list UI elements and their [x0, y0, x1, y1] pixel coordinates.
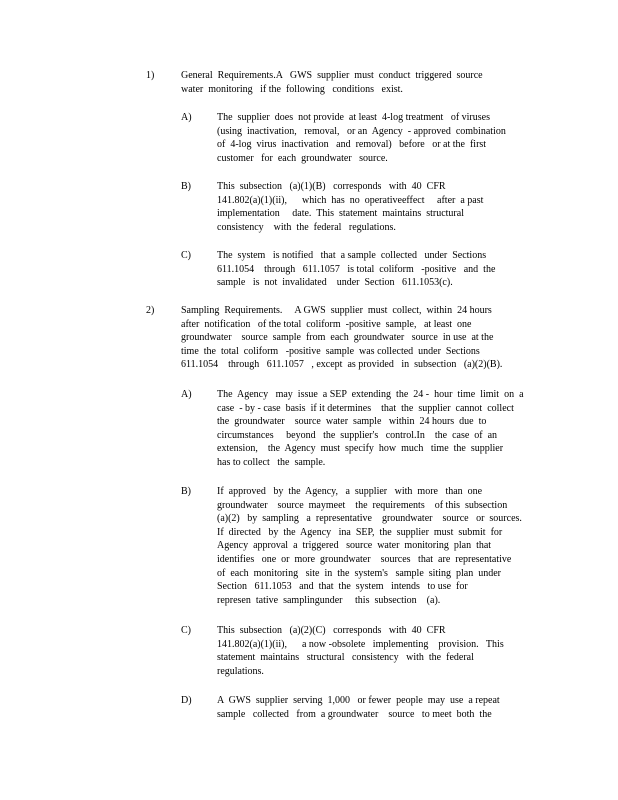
item-label: C) — [181, 625, 191, 636]
text-line: The Agency may issue a SEP extending the 24 - hour time limit on a — [217, 389, 524, 400]
text-line: the groundwater source water sample within 24 hours due to — [217, 416, 487, 428]
text-line: circumstances beyond the supplier's control.In the case of an — [217, 429, 498, 441]
text-line: extension, the Agency must specify how much time the supplier — [217, 443, 504, 455]
text-line: (a)(2) by sampling a representative groundwater source or sources. — [217, 513, 522, 525]
item-text — [217, 249, 547, 290]
text-line: The system is notified that a sample collected under Sections — [217, 250, 487, 261]
text-line: represen tative samplingunder this subsection (a). — [217, 594, 441, 606]
text-line: sample is not invalidated under Section 611.1053(c). — [217, 277, 453, 289]
item-text — [217, 485, 547, 607]
text-line: customer for each groundwater source. — [217, 152, 388, 164]
item-text — [217, 694, 547, 721]
item-text — [217, 624, 547, 678]
text-line: identifies one or more groundwater sources that are representative — [217, 553, 512, 565]
text-line: Agency approval a triggered source water monitoring plan that — [217, 540, 492, 552]
text-line: time the total coliform -positive sample was collected under Sections — [181, 345, 480, 357]
item-text — [217, 180, 547, 234]
text-line: has to collect the sample. — [217, 456, 326, 468]
item-label: D) — [181, 695, 192, 706]
text-line: groundwater source sample from each groundwater source in use at the — [181, 332, 494, 344]
text-line: The supplier does not provide at least 4-log treatment of viruses — [217, 112, 490, 123]
text-line: consistency with the federal regulations. — [217, 221, 396, 233]
text-line: water monitoring if the following conditions exist. — [181, 83, 403, 95]
text-line: after notification of the total coliform -positive sample, at least one — [181, 318, 472, 330]
section-text — [181, 69, 541, 96]
item-label: B) — [181, 486, 191, 497]
text-line: 611.1054 through 611.1057 is total coliform -positive and the — [217, 263, 496, 275]
text-line: Section 611.1053 and that the system intends to use for — [217, 581, 468, 593]
text-line: case - by - case basis if it determines that the supplier cannot collect — [217, 402, 514, 414]
text-line: This subsection (a)(2)(C) corresponds with 40 CFR — [217, 625, 446, 636]
text-line: Sampling Requirements. A GWS supplier must collect, within 24 hours — [181, 305, 492, 316]
text-line: (using inactivation, removal, or an Agency - approved combination — [217, 125, 506, 137]
section-number: 2) — [146, 305, 155, 316]
text-line: General Requirements.A GWS supplier must conduct triggered source — [181, 70, 483, 81]
text-line: regulations. — [217, 665, 264, 677]
text-line: of 4-log virus inactivation and removal) before or at the first — [217, 139, 487, 151]
text-line: This subsection (a)(1)(B) corresponds with 40 CFR — [217, 181, 446, 192]
text-line: A GWS supplier serving 1,000 or fewer people may use a repeat — [217, 695, 500, 706]
text-line: sample collected from a groundwater source to meet both the — [217, 708, 492, 720]
section-number: 1) — [146, 70, 155, 81]
section-text — [181, 304, 541, 372]
text-line: implementation date. This statement maintains structural — [217, 208, 464, 220]
item-text — [217, 388, 547, 470]
text-line: If directed by the Agency ina SEP, the supplier must submit for — [217, 526, 503, 538]
text-line: 141.802(a)(1)(ii), which has no operativeeffect after a past — [217, 194, 484, 206]
item-label: A) — [181, 112, 192, 123]
item-label: A) — [181, 389, 192, 400]
item-text — [217, 111, 547, 165]
text-line: groundwater source maymeet the requirements of this subsection — [217, 499, 508, 511]
item-label: B) — [181, 181, 191, 192]
text-line: If approved by the Agency, a supplier with more than one — [217, 486, 483, 497]
text-line: 141.802(a)(1)(ii), a now -obsolete implementing provision. This — [217, 638, 504, 650]
text-line: statement maintains structural consistency with the federal — [217, 652, 474, 664]
item-label: C) — [181, 250, 191, 261]
text-line: 611.1054 through 611.1057 , except as provided in subsection (a)(2)(B). — [181, 359, 503, 371]
text-line: of each monitoring site in the system's sample siting plan under — [217, 567, 501, 579]
